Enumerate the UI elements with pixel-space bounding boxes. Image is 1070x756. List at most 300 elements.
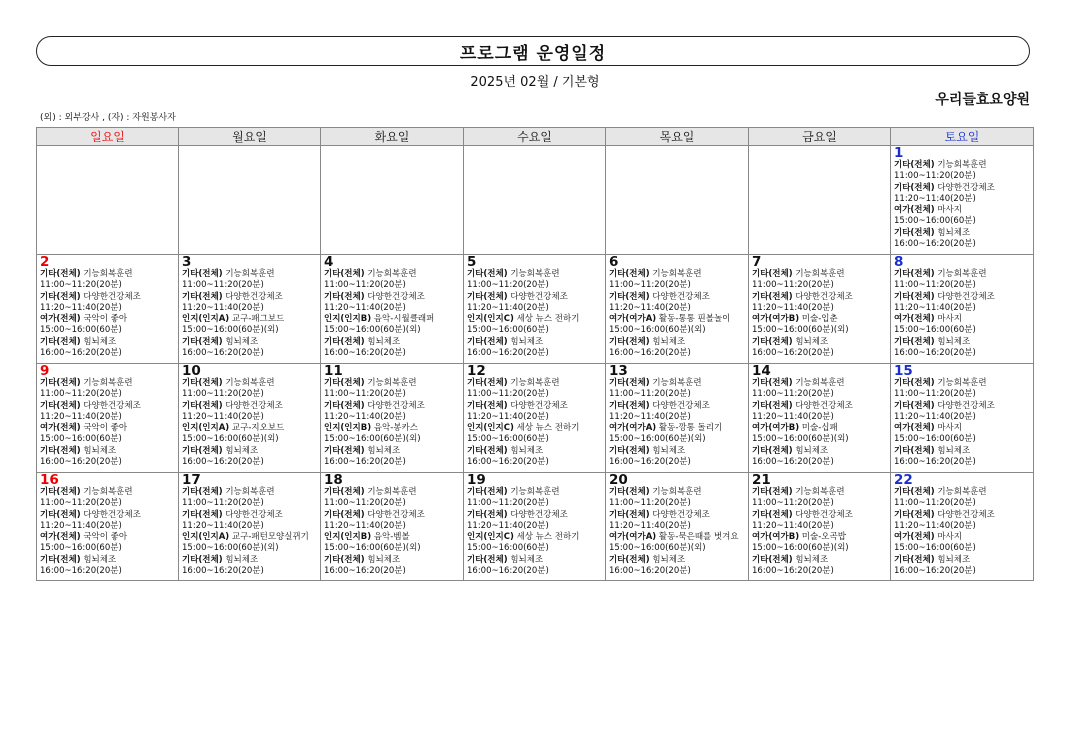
weekday-header-thu: 목요일 bbox=[606, 128, 749, 146]
program-entry bbox=[894, 314, 1031, 325]
calendar-day-cell bbox=[891, 146, 1034, 255]
program-entry bbox=[40, 532, 176, 543]
day-number: 20 bbox=[609, 472, 628, 488]
program-time: 11:00~11:20(20분) bbox=[182, 389, 264, 400]
program-name: 기능회복훈련 bbox=[510, 378, 560, 388]
calendar-week-row bbox=[37, 146, 1034, 255]
program-name: 다양한건강체조 bbox=[510, 291, 568, 302]
program-time: 16:00~16:20(20분) bbox=[894, 239, 976, 250]
calendar-day-cell bbox=[464, 473, 606, 581]
program-entry bbox=[324, 510, 461, 521]
calendar-day-cell bbox=[321, 364, 464, 473]
weekday-header-tue: 화요일 bbox=[321, 128, 464, 146]
program-name: 다양한건강체조 bbox=[225, 509, 283, 520]
program-entry bbox=[894, 423, 1031, 434]
program-entry bbox=[467, 292, 603, 303]
day-number: 6 bbox=[609, 254, 619, 270]
calendar-week-row bbox=[37, 473, 1034, 581]
program-name: 마사지 bbox=[937, 423, 962, 434]
program-name: 다양한건강체조 bbox=[83, 400, 141, 411]
program-name: 다양한건강체조 bbox=[937, 182, 995, 193]
program-name: 기능회복훈련 bbox=[367, 378, 417, 388]
day-number: 22 bbox=[894, 472, 913, 488]
calendar-day-cell bbox=[37, 146, 179, 255]
program-name: 기능회복훈련 bbox=[937, 378, 987, 388]
program-category: 기타(전체) bbox=[894, 269, 935, 279]
program-category: 기타(전체) bbox=[40, 378, 81, 388]
program-category: 기타(전체) bbox=[467, 445, 508, 456]
program-name: 세상 뉴스 전하기 bbox=[516, 423, 580, 434]
program-name: 기능회복훈련 bbox=[652, 378, 702, 388]
program-time: 16:00~16:20(20분) bbox=[609, 348, 691, 359]
program-time: 11:20~11:40(20분) bbox=[467, 520, 549, 531]
program-time: 16:00~16:20(20분) bbox=[324, 348, 406, 359]
program-entry bbox=[324, 269, 461, 280]
program-time: 11:20~11:40(20분) bbox=[894, 193, 976, 204]
program-time: 11:00~11:20(20분) bbox=[752, 498, 834, 509]
program-time: 15:00~16:00(60분) bbox=[467, 325, 549, 336]
program-entry bbox=[467, 378, 603, 389]
program-category: 인지(인지B) bbox=[324, 423, 372, 434]
day-number: 8 bbox=[894, 254, 904, 270]
program-category: 기타(전체) bbox=[324, 509, 365, 520]
program-entry bbox=[894, 487, 1031, 498]
program-category: 기타(전체) bbox=[752, 269, 793, 279]
program-category: 기타(전체) bbox=[752, 336, 793, 347]
program-entry bbox=[609, 423, 746, 434]
program-time: 15:00~16:00(60분)(외) bbox=[752, 543, 849, 554]
program-entry bbox=[752, 401, 888, 412]
program-entry bbox=[894, 269, 1031, 280]
program-entry bbox=[467, 510, 603, 521]
program-time: 15:00~16:00(60분) bbox=[894, 216, 976, 227]
program-category: 인지(인지A) bbox=[182, 532, 230, 543]
program-entry bbox=[894, 292, 1031, 303]
program-name: 다양한건강체조 bbox=[83, 291, 141, 302]
program-name: 힘뇌체조 bbox=[83, 445, 117, 456]
program-entry bbox=[182, 487, 318, 498]
program-name: 국악이 좋아 bbox=[83, 314, 128, 325]
program-name: 미술-입춘 bbox=[801, 314, 838, 325]
program-category: 기타(전체) bbox=[609, 445, 650, 456]
program-entry bbox=[752, 337, 888, 348]
program-category: 기타(전체) bbox=[40, 445, 81, 456]
calendar-day-cell bbox=[464, 255, 606, 364]
program-entry bbox=[324, 401, 461, 412]
calendar-day-cell bbox=[464, 146, 606, 255]
program-name: 힘뇌체조 bbox=[225, 336, 259, 347]
program-name: 국악이 좋아 bbox=[83, 423, 128, 434]
program-entry bbox=[894, 510, 1031, 521]
calendar-day-cell bbox=[37, 255, 179, 364]
program-category: 기타(전체) bbox=[182, 378, 223, 388]
program-name: 다양한건강체조 bbox=[795, 509, 853, 520]
program-category: 기타(전체) bbox=[40, 291, 81, 302]
program-name: 힘뇌체조 bbox=[795, 554, 829, 565]
program-entry bbox=[182, 555, 318, 566]
program-entry bbox=[752, 532, 888, 543]
program-name: 힘뇌체조 bbox=[937, 336, 971, 347]
program-name: 교구-패턴모양실뀌기 bbox=[231, 532, 309, 543]
program-name: 기능회복훈련 bbox=[937, 160, 987, 170]
program-category: 기타(전체) bbox=[182, 509, 223, 520]
program-entry bbox=[894, 160, 1031, 171]
program-name: 마사지 bbox=[937, 314, 962, 325]
program-category: 기타(전체) bbox=[467, 509, 508, 520]
program-category: 여가(전체) bbox=[40, 423, 81, 434]
program-entry bbox=[609, 487, 746, 498]
program-time: 16:00~16:20(20분) bbox=[609, 566, 691, 577]
program-time: 11:20~11:40(20분) bbox=[467, 411, 549, 422]
calendar-day-cell bbox=[606, 473, 749, 581]
program-entry bbox=[609, 378, 746, 389]
calendar-day-cell bbox=[606, 146, 749, 255]
day-number: 9 bbox=[40, 363, 50, 379]
program-entry bbox=[40, 314, 176, 325]
program-name: 다양한건강체조 bbox=[652, 291, 710, 302]
weekday-header-wed: 수요일 bbox=[464, 128, 606, 146]
program-entry bbox=[467, 423, 603, 434]
program-time: 15:00~16:00(60분) bbox=[467, 434, 549, 445]
program-time: 11:20~11:40(20분) bbox=[40, 520, 122, 531]
program-category: 기타(전체) bbox=[467, 487, 508, 497]
program-entry bbox=[609, 337, 746, 348]
program-entry bbox=[609, 269, 746, 280]
program-name: 힘뇌체조 bbox=[367, 336, 401, 347]
program-name: 다양한건강체조 bbox=[510, 400, 568, 411]
program-category: 기타(전체) bbox=[752, 509, 793, 520]
program-time: 16:00~16:20(20분) bbox=[894, 348, 976, 359]
calendar-day-cell bbox=[464, 364, 606, 473]
program-time: 16:00~16:20(20분) bbox=[182, 457, 264, 468]
program-category: 기타(전체) bbox=[894, 182, 935, 193]
program-name: 다양한건강체조 bbox=[225, 400, 283, 411]
program-time: 16:00~16:20(20분) bbox=[609, 457, 691, 468]
calendar-day-cell bbox=[321, 473, 464, 581]
program-name: 기능회복훈련 bbox=[652, 487, 702, 497]
program-category: 여가(여가A) bbox=[609, 532, 657, 543]
program-time: 11:00~11:20(20분) bbox=[324, 389, 406, 400]
program-time: 16:00~16:20(20분) bbox=[40, 457, 122, 468]
program-category: 기타(전체) bbox=[752, 554, 793, 565]
program-entry bbox=[609, 314, 746, 325]
calendar-day-cell bbox=[179, 364, 321, 473]
program-name: 힘뇌체조 bbox=[510, 554, 544, 565]
day-number: 15 bbox=[894, 363, 913, 379]
page-title: 프로그램 운영일정 bbox=[36, 36, 1030, 66]
weekday-header-sun: 일요일 bbox=[37, 128, 179, 146]
program-entry bbox=[609, 510, 746, 521]
program-category: 여가(전체) bbox=[40, 314, 81, 325]
calendar-week-row bbox=[37, 364, 1034, 473]
program-entry bbox=[609, 532, 746, 543]
program-time: 11:00~11:20(20분) bbox=[894, 498, 976, 509]
program-category: 기타(전체) bbox=[609, 509, 650, 520]
program-time: 11:00~11:20(20분) bbox=[894, 171, 976, 182]
program-time: 11:20~11:40(20분) bbox=[182, 520, 264, 531]
day-number: 5 bbox=[467, 254, 477, 270]
program-name: 미술-십패 bbox=[801, 423, 838, 434]
program-time: 11:00~11:20(20분) bbox=[467, 389, 549, 400]
program-category: 기타(전체) bbox=[40, 336, 81, 347]
program-name: 음악-벰볼 bbox=[373, 532, 410, 543]
program-time: 11:00~11:20(20분) bbox=[609, 280, 691, 291]
day-number: 14 bbox=[752, 363, 771, 379]
program-category: 기타(전체) bbox=[894, 336, 935, 347]
program-entry bbox=[752, 555, 888, 566]
program-category: 기타(전체) bbox=[40, 509, 81, 520]
program-category: 기타(전체) bbox=[40, 487, 81, 497]
program-time: 11:00~11:20(20분) bbox=[40, 280, 122, 291]
program-entry bbox=[894, 378, 1031, 389]
program-time: 16:00~16:20(20분) bbox=[752, 348, 834, 359]
program-category: 기타(전체) bbox=[467, 291, 508, 302]
day-number: 21 bbox=[752, 472, 771, 488]
program-category: 기타(전체) bbox=[467, 378, 508, 388]
program-name: 힘뇌체조 bbox=[83, 554, 117, 565]
day-number: 3 bbox=[182, 254, 192, 270]
program-category: 기타(전체) bbox=[467, 336, 508, 347]
program-category: 기타(전체) bbox=[182, 554, 223, 565]
program-time: 11:20~11:40(20분) bbox=[894, 302, 976, 313]
program-category: 기타(전체) bbox=[894, 509, 935, 520]
program-name: 힘뇌체조 bbox=[652, 445, 686, 456]
program-category: 기타(전체) bbox=[182, 291, 223, 302]
program-time: 15:00~16:00(60분) bbox=[40, 325, 122, 336]
program-time: 15:00~16:00(60분) bbox=[894, 325, 976, 336]
program-time: 15:00~16:00(60분) bbox=[40, 543, 122, 554]
program-name: 힘뇌체조 bbox=[225, 554, 259, 565]
program-time: 11:20~11:40(20분) bbox=[609, 411, 691, 422]
program-time: 11:20~11:40(20분) bbox=[752, 411, 834, 422]
program-entry bbox=[40, 423, 176, 434]
program-time: 15:00~16:00(60분)(외) bbox=[752, 434, 849, 445]
program-category: 기타(전체) bbox=[324, 291, 365, 302]
program-time: 15:00~16:00(60분)(외) bbox=[182, 434, 279, 445]
day-number: 17 bbox=[182, 472, 201, 488]
program-time: 11:00~11:20(20분) bbox=[752, 389, 834, 400]
page-subtitle: 2025년 02월 / 기본형 bbox=[470, 75, 600, 90]
program-category: 기타(전체) bbox=[324, 400, 365, 411]
program-time: 11:00~11:20(20분) bbox=[182, 498, 264, 509]
program-category: 기타(전체) bbox=[894, 445, 935, 456]
program-time: 16:00~16:20(20분) bbox=[894, 457, 976, 468]
program-entry bbox=[467, 314, 603, 325]
calendar-day-cell bbox=[321, 146, 464, 255]
program-time: 15:00~16:00(60분)(외) bbox=[324, 543, 421, 554]
program-time: 11:20~11:40(20분) bbox=[324, 302, 406, 313]
program-category: 기타(전체) bbox=[609, 378, 650, 388]
program-name: 기능회복훈련 bbox=[937, 269, 987, 279]
program-name: 세상 뉴스 전하기 bbox=[516, 532, 580, 543]
program-entry bbox=[894, 555, 1031, 566]
program-time: 11:00~11:20(20분) bbox=[609, 389, 691, 400]
program-name: 다양한건강체조 bbox=[367, 400, 425, 411]
program-entry bbox=[609, 401, 746, 412]
program-entry bbox=[467, 401, 603, 412]
program-time: 16:00~16:20(20분) bbox=[182, 566, 264, 577]
program-category: 기타(전체) bbox=[752, 487, 793, 497]
program-category: 기타(전체) bbox=[894, 487, 935, 497]
day-number: 12 bbox=[467, 363, 486, 379]
program-category: 여가(전체) bbox=[894, 205, 935, 216]
program-name: 힘뇌체조 bbox=[937, 445, 971, 456]
program-entry bbox=[467, 555, 603, 566]
program-time: 11:00~11:20(20분) bbox=[182, 280, 264, 291]
legend-note: (외) : 외부강사 , (자) : 자원봉사자 bbox=[40, 113, 176, 123]
program-category: 인지(인지A) bbox=[182, 314, 230, 325]
program-name: 교구-패그보드 bbox=[231, 314, 285, 325]
program-category: 인지(인지B) bbox=[324, 314, 372, 325]
program-entry bbox=[324, 532, 461, 543]
program-category: 기타(전체) bbox=[324, 445, 365, 456]
program-entry bbox=[182, 401, 318, 412]
program-name: 기능회복훈련 bbox=[225, 378, 275, 388]
program-time: 11:00~11:20(20분) bbox=[40, 389, 122, 400]
day-number: 7 bbox=[752, 254, 762, 270]
program-time: 11:20~11:40(20분) bbox=[182, 411, 264, 422]
program-time: 16:00~16:20(20분) bbox=[324, 457, 406, 468]
program-name: 기능회복훈련 bbox=[795, 487, 845, 497]
program-entry bbox=[752, 292, 888, 303]
calendar-day-cell bbox=[179, 146, 321, 255]
program-name: 다양한건강체조 bbox=[795, 400, 853, 411]
program-name: 다양한건강체조 bbox=[367, 509, 425, 520]
program-time: 16:00~16:20(20분) bbox=[182, 348, 264, 359]
program-time: 15:00~16:00(60분)(외) bbox=[752, 325, 849, 336]
program-category: 기타(전체) bbox=[894, 378, 935, 388]
program-entry bbox=[40, 378, 176, 389]
program-time: 15:00~16:00(60분) bbox=[894, 543, 976, 554]
calendar-table bbox=[36, 127, 1034, 581]
calendar-day-cell bbox=[749, 255, 891, 364]
program-time: 11:00~11:20(20분) bbox=[894, 389, 976, 400]
program-entry bbox=[609, 446, 746, 457]
program-name: 음악-시월클래퍼 bbox=[373, 314, 435, 325]
program-entry bbox=[467, 446, 603, 457]
program-time: 11:00~11:20(20분) bbox=[467, 498, 549, 509]
program-category: 기타(전체) bbox=[609, 291, 650, 302]
program-category: 기타(전체) bbox=[182, 269, 223, 279]
program-category: 기타(전체) bbox=[324, 378, 365, 388]
program-name: 기능회복훈련 bbox=[367, 487, 417, 497]
program-name: 다양한건강체조 bbox=[83, 509, 141, 520]
program-entry bbox=[894, 228, 1031, 239]
program-time: 15:00~16:00(60분) bbox=[894, 434, 976, 445]
program-name: 기능회복훈련 bbox=[83, 378, 133, 388]
program-time: 15:00~16:00(60분)(외) bbox=[324, 434, 421, 445]
program-category: 기타(전체) bbox=[182, 487, 223, 497]
calendar-day-cell bbox=[749, 364, 891, 473]
program-time: 11:20~11:40(20분) bbox=[894, 520, 976, 531]
program-name: 미술-오곡밥 bbox=[801, 532, 846, 543]
calendar-day-cell bbox=[321, 255, 464, 364]
program-entry bbox=[467, 487, 603, 498]
program-time: 16:00~16:20(20분) bbox=[40, 348, 122, 359]
program-name: 교구-지오보드 bbox=[231, 423, 285, 434]
program-time: 15:00~16:00(60분) bbox=[467, 543, 549, 554]
calendar-day-cell bbox=[606, 255, 749, 364]
program-name: 기능회복훈련 bbox=[510, 269, 560, 279]
program-category: 기타(전체) bbox=[467, 400, 508, 411]
program-name: 다양한건강체조 bbox=[652, 400, 710, 411]
program-entry bbox=[40, 555, 176, 566]
calendar-day-cell bbox=[891, 255, 1034, 364]
program-entry bbox=[182, 314, 318, 325]
program-category: 기타(전체) bbox=[467, 269, 508, 279]
program-name: 다양한건강체조 bbox=[510, 509, 568, 520]
program-entry bbox=[894, 337, 1031, 348]
program-name: 다양한건강체조 bbox=[937, 291, 995, 302]
program-entry bbox=[894, 205, 1031, 216]
program-entry bbox=[182, 292, 318, 303]
program-entry bbox=[182, 337, 318, 348]
calendar-day-cell bbox=[891, 473, 1034, 581]
program-name: 기능회복훈련 bbox=[83, 487, 133, 497]
program-time: 16:00~16:20(20분) bbox=[40, 566, 122, 577]
program-category: 여가(전체) bbox=[894, 423, 935, 434]
program-time: 15:00~16:00(60분)(외) bbox=[324, 325, 421, 336]
calendar-day-cell bbox=[606, 364, 749, 473]
program-category: 기타(전체) bbox=[609, 487, 650, 497]
program-category: 기타(전체) bbox=[894, 291, 935, 302]
program-time: 11:20~11:40(20분) bbox=[467, 302, 549, 313]
day-number: 13 bbox=[609, 363, 628, 379]
organization-name: 우리들효요양원 bbox=[935, 92, 1030, 108]
program-entry bbox=[752, 269, 888, 280]
program-entry bbox=[467, 532, 603, 543]
program-category: 여가(여가B) bbox=[752, 532, 800, 543]
program-name: 힘뇌체조 bbox=[795, 445, 829, 456]
calendar-day-cell bbox=[749, 146, 891, 255]
program-entry bbox=[894, 532, 1031, 543]
program-name: 세상 뉴스 전하기 bbox=[516, 314, 580, 325]
program-entry bbox=[40, 401, 176, 412]
program-entry bbox=[894, 183, 1031, 194]
program-category: 인지(인지C) bbox=[467, 532, 514, 543]
program-entry bbox=[40, 510, 176, 521]
program-entry bbox=[752, 378, 888, 389]
program-time: 16:00~16:20(20분) bbox=[894, 566, 976, 577]
program-entry bbox=[324, 337, 461, 348]
program-entry bbox=[467, 269, 603, 280]
weekday-header-sat: 토요일 bbox=[891, 128, 1034, 146]
program-name: 기능회복훈련 bbox=[795, 269, 845, 279]
program-category: 기타(전체) bbox=[894, 227, 935, 238]
program-time: 16:00~16:20(20분) bbox=[467, 566, 549, 577]
program-name: 음악-봉카스 bbox=[373, 423, 418, 434]
program-name: 마사지 bbox=[937, 532, 962, 543]
program-category: 인지(인지C) bbox=[467, 314, 514, 325]
program-category: 기타(전체) bbox=[324, 336, 365, 347]
program-time: 11:00~11:20(20분) bbox=[467, 280, 549, 291]
program-category: 여가(전체) bbox=[894, 532, 935, 543]
program-entry bbox=[324, 423, 461, 434]
program-entry bbox=[40, 487, 176, 498]
program-category: 기타(전체) bbox=[40, 554, 81, 565]
program-category: 기타(전체) bbox=[609, 269, 650, 279]
program-name: 힘뇌체조 bbox=[367, 554, 401, 565]
program-time: 11:00~11:20(20분) bbox=[40, 498, 122, 509]
program-time: 11:00~11:20(20분) bbox=[894, 280, 976, 291]
program-time: 11:20~11:40(20분) bbox=[182, 302, 264, 313]
program-category: 여가(여가A) bbox=[609, 314, 657, 325]
program-name: 힘뇌체조 bbox=[510, 445, 544, 456]
program-entry bbox=[40, 292, 176, 303]
calendar-day-cell bbox=[37, 364, 179, 473]
program-name: 활동-통통 핀볼놀이 bbox=[658, 314, 731, 325]
program-entry bbox=[324, 555, 461, 566]
